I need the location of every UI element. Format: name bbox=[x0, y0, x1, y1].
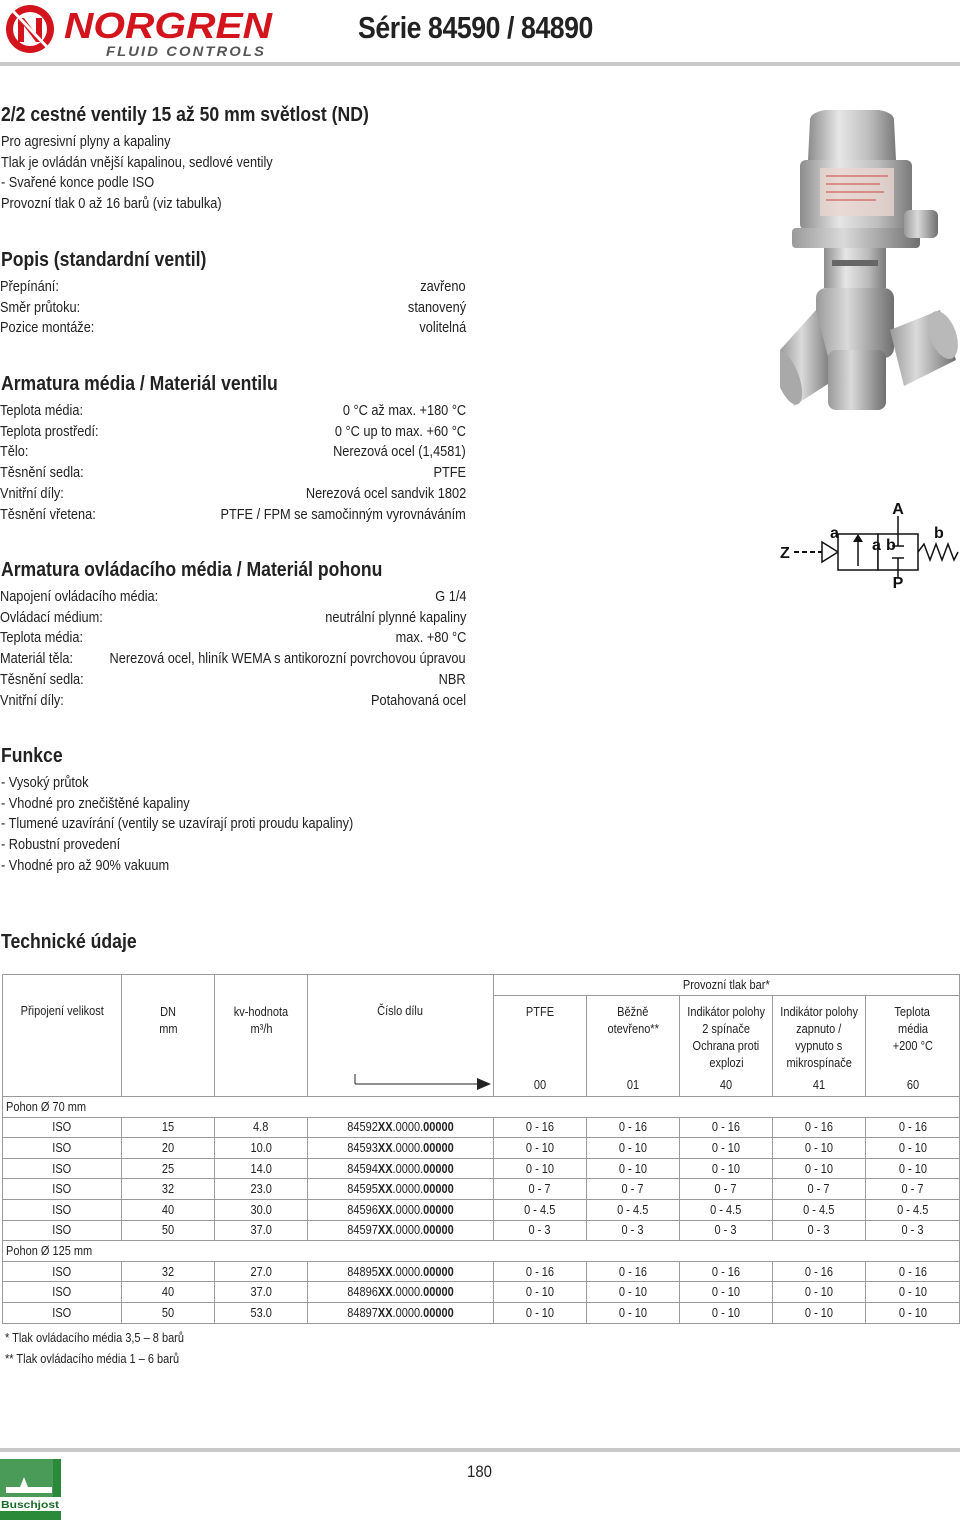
part-number-cell: 84897XX.0000.00000 bbox=[308, 1302, 494, 1323]
spec-key: Teplota prostředí: bbox=[0, 423, 99, 440]
kv-cell: 23.0 bbox=[215, 1179, 308, 1200]
spec-key: Tělo: bbox=[0, 444, 29, 461]
pressure-cell: 0 - 16 bbox=[773, 1117, 866, 1138]
pressure-cell: 0 - 10 bbox=[866, 1282, 960, 1303]
table-header-row bbox=[3, 975, 960, 996]
valve-product-image bbox=[780, 110, 960, 450]
pressure-cell: 0 - 10 bbox=[866, 1302, 960, 1323]
pressure-cell: 0 - 16 bbox=[680, 1261, 773, 1282]
symbol-label-p-port: P bbox=[892, 575, 904, 592]
tech-title: Technické údaje bbox=[1, 931, 137, 953]
col-header-temp: Teplota média +200 °C bbox=[866, 996, 960, 1075]
technical-data-table bbox=[2, 974, 960, 1324]
brand-wordmark: NORGREN bbox=[64, 5, 274, 46]
spec-key: Těsnění sedla: bbox=[0, 671, 84, 688]
spec-value: stanovený bbox=[407, 299, 466, 316]
spec-key: Teplota média: bbox=[0, 630, 83, 647]
pressure-cell: 0 - 4.5 bbox=[494, 1199, 587, 1220]
dn-cell: 40 bbox=[122, 1282, 215, 1303]
pressure-cell: 0 - 3 bbox=[587, 1220, 680, 1241]
spec-value: PTFE bbox=[433, 465, 466, 482]
dn-cell: 25 bbox=[122, 1158, 215, 1179]
pressure-cell: 0 - 16 bbox=[866, 1117, 960, 1138]
symbol-label-b-right: b bbox=[934, 525, 944, 542]
table-row bbox=[3, 1199, 960, 1220]
table-group-row bbox=[3, 1241, 960, 1262]
part-number-cell: 84895XX.0000.00000 bbox=[308, 1261, 494, 1282]
spec-value: Nerezová ocel (1,4581) bbox=[333, 444, 466, 461]
pressure-cell: 0 - 10 bbox=[866, 1138, 960, 1159]
kv-cell: 37.0 bbox=[215, 1282, 308, 1303]
spec-key: Ovládací médium: bbox=[0, 609, 103, 626]
table-row bbox=[3, 1282, 960, 1303]
spec-key: Směr průtoku: bbox=[0, 299, 81, 316]
code-cell: 01 bbox=[587, 1074, 680, 1097]
table-row bbox=[3, 1138, 960, 1159]
spec-key: Vnitřní díly: bbox=[0, 692, 64, 709]
dn-cell: 15 bbox=[122, 1117, 215, 1138]
intro-line: - Svařené konce podle ISO bbox=[1, 175, 155, 192]
conn-cell: ISO bbox=[3, 1117, 122, 1138]
table-body bbox=[3, 1097, 960, 1324]
pressure-cell: 0 - 10 bbox=[494, 1302, 587, 1323]
part-number-cell: 84595XX.0000.00000 bbox=[308, 1179, 494, 1200]
spec-value: 0 °C až max. +180 °C bbox=[342, 403, 466, 419]
conn-cell: ISO bbox=[3, 1261, 122, 1282]
buschjost-wordmark: Buschjost bbox=[1, 1499, 60, 1511]
pressure-cell: 0 - 3 bbox=[494, 1220, 587, 1241]
kv-cell: 14.0 bbox=[215, 1158, 308, 1179]
intro-title: 2/2 cestné ventily 15 až 50 mm světlost (ND) bbox=[1, 104, 369, 126]
dn-cell: 32 bbox=[122, 1261, 215, 1282]
conn-cell: ISO bbox=[3, 1302, 122, 1323]
pressure-cell: 0 - 3 bbox=[866, 1220, 960, 1241]
valve-schematic-symbol bbox=[780, 496, 960, 592]
col-header-dn: DN mm bbox=[122, 975, 215, 1075]
col-header-conn: Připojení velikost bbox=[3, 975, 122, 1075]
funkce-item: - Vhodné pro až 90% vakuum bbox=[1, 857, 170, 874]
kv-cell: 27.0 bbox=[215, 1261, 308, 1282]
pressure-cell: 0 - 10 bbox=[587, 1302, 680, 1323]
spec-value: max. +80 °C bbox=[395, 630, 466, 647]
symbol-label-a-left: a bbox=[830, 525, 839, 542]
pressure-cell: 0 - 7 bbox=[587, 1179, 680, 1200]
table-row bbox=[3, 1158, 960, 1179]
symbol-label-a-port: A bbox=[892, 501, 904, 518]
pressure-cell: 0 - 16 bbox=[587, 1117, 680, 1138]
pressure-cell: 0 - 16 bbox=[773, 1261, 866, 1282]
pressure-cell: 0 - 3 bbox=[680, 1220, 773, 1241]
pressure-cell: 0 - 10 bbox=[494, 1158, 587, 1179]
pressure-cell: 0 - 10 bbox=[494, 1138, 587, 1159]
col-header-ptfe: PTFE bbox=[494, 996, 587, 1075]
spec-key: Přepínání: bbox=[0, 279, 59, 295]
conn-cell: ISO bbox=[3, 1179, 122, 1200]
pressure-cell: 0 - 10 bbox=[587, 1282, 680, 1303]
pressure-cell: 0 - 7 bbox=[866, 1179, 960, 1200]
funkce-item: - Vhodné pro znečištěné kapaliny bbox=[1, 795, 190, 812]
spec-value: zavřeno bbox=[420, 279, 466, 295]
conn-cell: ISO bbox=[3, 1158, 122, 1179]
pressure-cell: 0 - 7 bbox=[773, 1179, 866, 1200]
footnote: ** Tlak ovládacího média 1 – 6 barů bbox=[5, 1352, 180, 1366]
pressure-cell: 0 - 4.5 bbox=[587, 1199, 680, 1220]
part-number-cell: 84594XX.0000.00000 bbox=[308, 1158, 494, 1179]
footnote: * Tlak ovládacího média 3,5 – 8 barů bbox=[5, 1331, 184, 1345]
kv-cell: 30.0 bbox=[215, 1199, 308, 1220]
col-header-bezne: Běžně otevřeno** bbox=[587, 996, 680, 1075]
page-number: 180 bbox=[467, 1462, 492, 1481]
norgren-logo bbox=[4, 2, 274, 60]
spec-key: Teplota média: bbox=[0, 403, 83, 419]
pressure-cell: 0 - 4.5 bbox=[680, 1199, 773, 1220]
pressure-cell: 0 - 10 bbox=[680, 1282, 773, 1303]
kv-cell: 4.8 bbox=[215, 1117, 308, 1138]
pressure-cell: 0 - 16 bbox=[587, 1261, 680, 1282]
symbol-label-b-box: b bbox=[886, 537, 896, 554]
dn-cell: 20 bbox=[122, 1138, 215, 1159]
part-number-cell: 84896XX.0000.00000 bbox=[308, 1282, 494, 1303]
code-cell: 41 bbox=[773, 1074, 866, 1097]
conn-cell: ISO bbox=[3, 1138, 122, 1159]
table-group-row bbox=[3, 1097, 960, 1118]
table-row bbox=[3, 1220, 960, 1241]
armatura-ovladaci-title: Armatura ovládacího média / Materiál pohonu bbox=[1, 559, 383, 581]
table-row bbox=[3, 1302, 960, 1323]
funkce-list bbox=[1, 773, 353, 877]
pressure-cell: 0 - 4.5 bbox=[866, 1199, 960, 1220]
pressure-cell: 0 - 16 bbox=[680, 1117, 773, 1138]
spec-value: Nerezová ocel, hliník WEMA s antikorozní povrchovou úpravou bbox=[109, 651, 466, 668]
pressure-cell: 0 - 10 bbox=[587, 1158, 680, 1179]
symbol-label-a-box: a bbox=[872, 537, 881, 554]
pressure-cell: 0 - 4.5 bbox=[773, 1199, 866, 1220]
pressure-cell: 0 - 10 bbox=[494, 1282, 587, 1303]
pressure-cell: 0 - 10 bbox=[680, 1138, 773, 1159]
kv-cell: 10.0 bbox=[215, 1138, 308, 1159]
part-number-cell: 84596XX.0000.00000 bbox=[308, 1199, 494, 1220]
table-row bbox=[3, 1179, 960, 1200]
spec-value: volitelná bbox=[419, 320, 466, 337]
pressure-cell: 0 - 10 bbox=[773, 1302, 866, 1323]
group-label: Pohon Ø 125 mm bbox=[3, 1241, 960, 1262]
kv-cell: 53.0 bbox=[215, 1302, 308, 1323]
table-row bbox=[3, 1117, 960, 1138]
funkce-item: - Vysoký průtok bbox=[1, 775, 89, 791]
kv-cell: 37.0 bbox=[215, 1220, 308, 1241]
pressure-cell: 0 - 7 bbox=[494, 1179, 587, 1200]
pressure-cell: 0 - 10 bbox=[773, 1282, 866, 1303]
pressure-cell: 0 - 10 bbox=[773, 1138, 866, 1159]
pressure-cell: 0 - 16 bbox=[494, 1261, 587, 1282]
spec-key: Těsnění sedla: bbox=[0, 465, 84, 482]
intro-line: Provozní tlak 0 až 16 barů (viz tabulka) bbox=[1, 196, 222, 213]
dn-cell: 50 bbox=[122, 1220, 215, 1241]
code-cell: 40 bbox=[680, 1074, 773, 1097]
pressure-cell: 0 - 16 bbox=[494, 1117, 587, 1138]
spec-key: Pozice montáže: bbox=[0, 320, 95, 337]
spec-value: NBR bbox=[439, 671, 466, 688]
spec-value: G 1/4 bbox=[434, 589, 466, 605]
conn-cell: ISO bbox=[3, 1199, 122, 1220]
col-header-kv: kv-hodnota m³/h bbox=[215, 975, 308, 1075]
part-number-cell: 84592XX.0000.00000 bbox=[308, 1117, 494, 1138]
spec-key: Napojení ovládacího média: bbox=[0, 589, 159, 605]
series-title: Série 84590 / 84890 bbox=[358, 10, 593, 45]
spec-key: Materiál těla: bbox=[0, 651, 74, 668]
pressure-cell: 0 - 16 bbox=[866, 1261, 960, 1282]
intro-line: Tlak je ovládán vnější kapalinou, sedlové ventily bbox=[1, 154, 273, 171]
spec-value: Potahovaná ocel bbox=[370, 692, 466, 709]
pressure-cell: 0 - 10 bbox=[866, 1158, 960, 1179]
intro-lines bbox=[1, 132, 273, 215]
spec-value: neutrální plynné kapaliny bbox=[324, 609, 466, 626]
col-header-ind2: Indikátor polohy 2 spínače Ochrana proti explozi bbox=[680, 996, 773, 1075]
spec-key: Těsnění vřetena: bbox=[0, 506, 96, 523]
pressure-group-header: Provozní tlak bar* bbox=[494, 975, 960, 996]
pressure-cell: 0 - 7 bbox=[680, 1179, 773, 1200]
part-number-cell: 84593XX.0000.00000 bbox=[308, 1138, 494, 1159]
spec-value: 0 °C up to max. +60 °C bbox=[334, 423, 466, 440]
col-header-indz: Indikátor polohy zapnuto / vypnuto s mikrospínače bbox=[773, 996, 866, 1075]
funkce-item: - Robustní provedení bbox=[1, 837, 121, 854]
buschjost-logo bbox=[0, 1459, 61, 1520]
group-label: Pohon Ø 70 mm bbox=[3, 1097, 960, 1118]
symbol-label-z: Z bbox=[780, 545, 790, 562]
funkce-title: Funkce bbox=[1, 745, 63, 767]
pressure-cell: 0 - 10 bbox=[680, 1158, 773, 1179]
dn-cell: 32 bbox=[122, 1179, 215, 1200]
intro-line: Pro agresivní plyny a kapaliny bbox=[1, 134, 171, 150]
brand-subtitle: FLUID CONTROLS bbox=[106, 43, 266, 59]
conn-cell: ISO bbox=[3, 1282, 122, 1303]
pressure-cell: 0 - 10 bbox=[587, 1138, 680, 1159]
armatura-media-title: Armatura média / Materiál ventilu bbox=[1, 373, 278, 395]
funkce-item: - Tlumené uzavírání (ventily se uzavírají proti proudu kapaliny) bbox=[1, 816, 354, 833]
code-cell: 60 bbox=[866, 1074, 960, 1097]
dn-cell: 40 bbox=[122, 1199, 215, 1220]
spec-key: Vnitřní díly: bbox=[0, 485, 64, 502]
dn-cell: 50 bbox=[122, 1302, 215, 1323]
spec-value: PTFE / FPM se samočinným vyrovnáváním bbox=[220, 506, 466, 523]
pressure-cell: 0 - 3 bbox=[773, 1220, 866, 1241]
col-header-part: Číslo dílu bbox=[308, 975, 494, 1097]
code-cell: 00 bbox=[494, 1074, 587, 1097]
part-number-cell: 84597XX.0000.00000 bbox=[308, 1220, 494, 1241]
popis-title: Popis (standardní ventil) bbox=[1, 249, 207, 271]
conn-cell: ISO bbox=[3, 1220, 122, 1241]
pressure-cell: 0 - 10 bbox=[773, 1158, 866, 1179]
table-row bbox=[3, 1261, 960, 1282]
header-divider bbox=[0, 62, 960, 66]
pressure-cell: 0 - 10 bbox=[680, 1302, 773, 1323]
footer-divider bbox=[0, 1448, 960, 1452]
part-arrow-icon bbox=[353, 1072, 493, 1092]
spec-value: Nerezová ocel sandvik 1802 bbox=[305, 485, 466, 502]
